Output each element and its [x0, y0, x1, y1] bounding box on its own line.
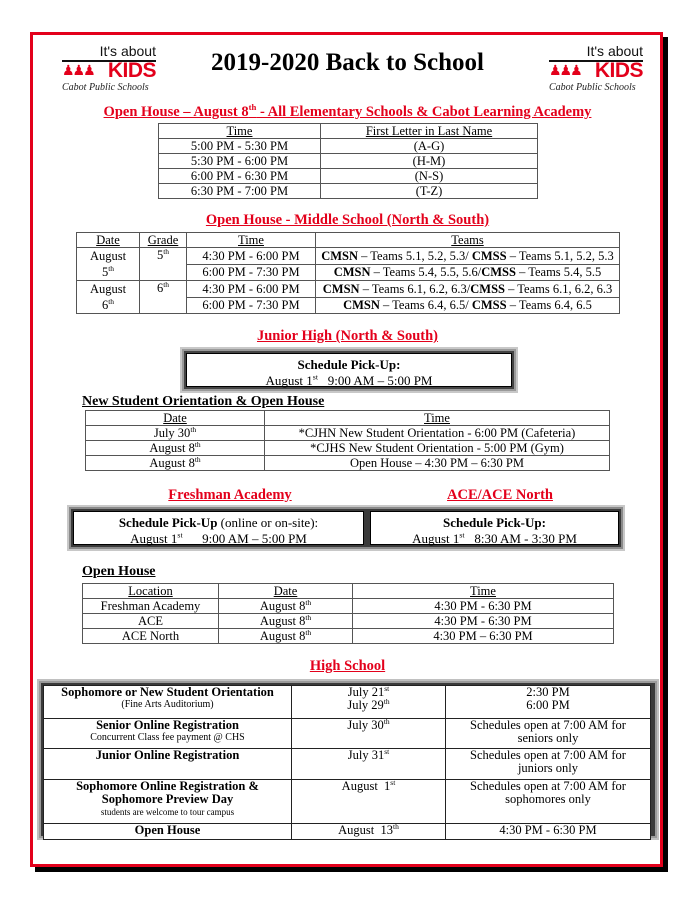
date-text: July 29	[347, 698, 384, 712]
logo-tagline: It's about	[586, 43, 643, 59]
event-note: (Fine Arts Auditorium)	[121, 699, 214, 710]
event-cell	[44, 749, 292, 780]
logo-tagline: It's about	[99, 43, 156, 59]
teams-text: – Teams 6.4, 6.5/	[379, 298, 472, 313]
table-header-row	[159, 124, 538, 139]
middle-school-heading: Open House - Middle School (North & South)	[205, 212, 490, 228]
teams-text: – Teams 5.1, 5.2, 5.3/	[358, 248, 472, 263]
junior-high-pickup-box	[180, 347, 518, 393]
date-text: July 31	[347, 748, 385, 762]
open-house-table	[82, 583, 614, 644]
column-header-letter: First Letter in Last Name	[321, 124, 538, 139]
teams-cell	[316, 248, 620, 265]
ace-box-content	[370, 511, 619, 545]
school-code: CMSS	[481, 265, 516, 280]
letter-cell: (T-Z)	[321, 184, 538, 199]
time-line: 4:30 PM - 6:30 PM	[499, 823, 597, 837]
table-row	[44, 719, 651, 749]
freshman-heading: Freshman Academy	[168, 487, 292, 503]
date-text: August 8	[259, 629, 306, 643]
elementary-heading	[60, 104, 635, 121]
event-cell	[44, 824, 292, 840]
date-day: 6	[101, 298, 109, 312]
orientation-heading: New Student Orientation & Open House	[82, 394, 325, 409]
ordinal-suffix: th	[163, 246, 170, 256]
date-cell	[292, 683, 446, 719]
freshman-pickup-box	[67, 505, 625, 551]
date-cell	[86, 456, 265, 471]
time-line: Schedules open at 7:00 AM for	[470, 748, 626, 762]
high-school-heading: High School	[309, 658, 386, 674]
time-cell: Open House – 4:30 PM – 6:30 PM	[265, 456, 610, 471]
box-border	[71, 509, 621, 547]
date-cell	[219, 599, 353, 614]
time-line: 2:30 PM	[526, 685, 570, 699]
date-cell	[86, 426, 265, 441]
pickup-time: 9:00 AM – 5:00 PM	[202, 531, 307, 546]
ordinal-suffix: th	[194, 454, 201, 464]
pickup-label: Schedule Pick-Up	[118, 515, 218, 530]
elementary-heading-text: Open House – August 8	[103, 104, 249, 120]
table-row	[159, 184, 538, 199]
column-header-date: Date	[77, 233, 140, 248]
pickup-label: Schedule Pick-Up:	[443, 515, 546, 530]
time-line: Schedules open at 7:00 AM for	[470, 779, 626, 793]
ordinal-suffix: th	[108, 263, 115, 273]
date-cell	[86, 441, 265, 456]
column-header-location: Location	[83, 584, 219, 599]
location-cell: ACE	[83, 614, 219, 629]
people-figures-icon: ♟♟♟	[62, 63, 94, 79]
ordinal-suffix: th	[248, 102, 257, 113]
ordinal-suffix: th	[305, 612, 312, 622]
ordinal-suffix: th	[393, 821, 399, 831]
time-cell	[446, 824, 651, 840]
school-code: CMSS	[471, 298, 507, 313]
pickup-datetime	[74, 531, 363, 547]
time-cell: *CJHN New Student Orientation - 6:00 PM (Cafeteria)	[265, 426, 610, 441]
junior-high-heading: Junior High (North & South)	[256, 328, 438, 344]
grade-cell	[140, 248, 187, 281]
time-cell: 5:00 PM - 5:30 PM	[159, 139, 321, 154]
column-header-time: Time	[353, 584, 614, 599]
teams-text: – Teams 6.1, 6.2, 6.3	[505, 281, 613, 296]
column-header-time: Time	[159, 124, 321, 139]
teams-text: – Teams 5.1, 5.2, 5.3	[506, 248, 614, 263]
table-header-row	[86, 411, 610, 426]
time-cell	[446, 749, 651, 780]
teams-cell	[316, 281, 620, 298]
people-figures-icon: ♟♟♟	[549, 63, 581, 79]
table-row	[86, 456, 610, 471]
event-cell	[44, 780, 292, 824]
event-title: Sophomore Online Registration &	[76, 779, 259, 793]
table-row	[44, 780, 651, 824]
column-header-teams: Teams	[316, 233, 620, 248]
time-cell	[446, 719, 651, 749]
time-cell: 6:00 PM - 6:30 PM	[159, 169, 321, 184]
school-code: CMSS	[471, 248, 507, 263]
table-row	[159, 154, 538, 169]
teams-text: – Teams 6.1, 6.2, 6.3/	[359, 281, 471, 296]
table-row	[44, 824, 651, 840]
event-cell	[44, 719, 292, 749]
pickup-time: 9:00 AM – 5:00 PM	[327, 373, 433, 388]
grade-value: 6	[156, 281, 164, 295]
column-header-date: Date	[86, 411, 265, 426]
high-school-table	[43, 685, 651, 840]
event-title: Sophomore or New Student Orientation	[61, 685, 274, 699]
time-line: seniors only	[517, 731, 579, 745]
grade-cell	[140, 281, 187, 314]
elementary-heading-text-2: - All Elementary Schools & Cabot Learning Academy	[256, 104, 592, 120]
ordinal-suffix: th	[190, 424, 197, 434]
pickup-label: Schedule Pick-Up:	[297, 357, 401, 372]
school-code: CMSN	[343, 298, 380, 313]
table-row	[44, 749, 651, 780]
time-cell	[446, 686, 651, 719]
column-header-time: Time	[187, 233, 316, 248]
elementary-table	[158, 123, 538, 199]
pickup-label-line	[74, 515, 363, 531]
table-header-row	[77, 233, 620, 248]
pickup-date: August 1	[412, 531, 460, 546]
event-title: Open House	[134, 823, 201, 837]
table-row	[86, 426, 610, 441]
date-text: August 8	[259, 599, 306, 613]
date-text: August 8	[259, 614, 306, 628]
date-cell	[219, 614, 353, 629]
ordinal-suffix: th	[194, 439, 201, 449]
ordinal-suffix: th	[383, 716, 390, 726]
date-text: August 8	[149, 441, 195, 455]
date-cell	[292, 716, 446, 749]
table-row	[77, 281, 620, 298]
table-row	[44, 686, 651, 719]
event-cell	[44, 686, 292, 719]
date-text: July 21	[347, 685, 385, 699]
date-cell	[77, 248, 140, 281]
ordinal-suffix: st	[384, 683, 390, 693]
time-cell: 4:30 PM - 6:00 PM	[187, 281, 316, 298]
time-line: 6:00 PM	[526, 698, 570, 712]
ordinal-suffix: th	[163, 279, 170, 289]
date-cell	[292, 746, 446, 780]
teams-text: – Teams 5.4, 5.5	[515, 265, 602, 280]
date-text: August 13	[338, 823, 394, 837]
time-cell: 4:30 PM – 6:30 PM	[353, 629, 614, 644]
ordinal-suffix: th	[108, 296, 115, 306]
school-code: CMSN	[333, 265, 371, 280]
table-row	[86, 441, 610, 456]
date-month: August	[89, 249, 127, 263]
table-row	[83, 629, 614, 644]
ordinal-suffix: st	[390, 777, 396, 787]
date-day: 5	[101, 265, 109, 279]
pickup-note: (online or on-site):	[217, 515, 319, 530]
logo-left	[60, 44, 156, 96]
event-title: Senior Online Registration	[96, 718, 239, 732]
date-text: August 1	[341, 779, 391, 793]
ordinal-suffix: th	[383, 696, 390, 706]
column-header-grade: Grade	[140, 233, 187, 248]
time-cell	[446, 780, 651, 824]
table-header-row	[83, 584, 614, 599]
pickup-date: August 1	[265, 373, 313, 388]
teams-cell	[316, 264, 620, 281]
time-cell: *CJHS New Student Orientation - 5:00 PM (Gym)	[265, 441, 610, 456]
logo-kids: KIDS	[594, 59, 643, 82]
box-content	[186, 353, 512, 387]
date-text: July 30	[347, 718, 384, 732]
logo-district: Cabot Public Schools	[549, 82, 636, 93]
date-cell	[219, 629, 353, 644]
event-note: Concurrent Class fee payment @ CHS	[90, 732, 245, 743]
page-title: 2019-2020 Back to School	[211, 49, 484, 76]
school-code: CMSN	[321, 248, 358, 263]
table-row	[159, 169, 538, 184]
column-header-date: Date	[219, 584, 353, 599]
time-cell: 6:30 PM - 7:00 PM	[159, 184, 321, 199]
time-cell: 5:30 PM - 6:00 PM	[159, 154, 321, 169]
time-cell: 4:30 PM - 6:30 PM	[353, 599, 614, 614]
date-cell	[292, 821, 446, 840]
open-house-heading: Open House	[82, 564, 156, 579]
table-row	[159, 139, 538, 154]
time-line: sophomores only	[505, 792, 591, 806]
time-cell: 4:30 PM - 6:00 PM	[187, 248, 316, 265]
ordinal-suffix: st	[177, 530, 183, 540]
date-cell	[77, 281, 140, 314]
ordinal-suffix: th	[305, 627, 312, 637]
date-text: July 30	[153, 426, 191, 440]
table-row	[83, 614, 614, 629]
event-title: Junior Online Registration	[95, 748, 240, 762]
column-header-time: Time	[265, 411, 610, 426]
time-line: Schedules open at 7:00 AM for	[470, 718, 626, 732]
teams-text: – Teams 6.4, 6.5	[506, 298, 592, 313]
pickup-datetime	[371, 531, 618, 547]
ace-heading: ACE/ACE North	[447, 487, 553, 503]
logo-right	[547, 44, 643, 96]
letter-cell: (A-G)	[321, 139, 538, 154]
table-row	[77, 248, 620, 265]
ordinal-suffix: th	[305, 597, 312, 607]
teams-text: – Teams 5.4, 5.5, 5.6/	[370, 265, 482, 280]
pickup-time: 8:30 AM - 3:30 PM	[474, 531, 577, 546]
ordinal-suffix: st	[384, 746, 390, 756]
orientation-table	[85, 410, 610, 471]
logo-district: Cabot Public Schools	[62, 82, 149, 93]
date-text: August 8	[149, 456, 195, 470]
ordinal-suffix: st	[459, 530, 465, 540]
event-title-2: Sophomore Preview Day	[101, 792, 234, 806]
table-row	[83, 599, 614, 614]
date-cell	[292, 777, 446, 824]
letter-cell: (H-M)	[321, 154, 538, 169]
location-cell: ACE North	[83, 629, 219, 644]
letter-cell: (N-S)	[321, 169, 538, 184]
middle-school-table	[76, 232, 620, 314]
date-month: August	[89, 282, 127, 296]
location-cell: Freshman Academy	[83, 599, 219, 614]
time-cell: 6:00 PM - 7:30 PM	[187, 297, 316, 314]
logo-kids: KIDS	[107, 59, 156, 82]
date-line	[292, 696, 445, 712]
school-code: CMSS	[470, 281, 505, 296]
time-line: juniors only	[517, 761, 579, 775]
pickup-date: August 1	[130, 531, 178, 546]
grade-value: 5	[156, 248, 164, 262]
pickup-datetime	[187, 373, 511, 389]
freshman-box-content	[73, 511, 364, 545]
ordinal-suffix: st	[312, 372, 318, 382]
school-code: CMSN	[322, 281, 360, 296]
box-border	[184, 351, 514, 389]
event-note: students are welcome to tour campus	[100, 807, 235, 817]
teams-cell	[316, 297, 620, 314]
time-cell: 4:30 PM - 6:30 PM	[353, 614, 614, 629]
high-school-box	[37, 679, 659, 840]
time-cell: 6:00 PM - 7:30 PM	[187, 264, 316, 281]
